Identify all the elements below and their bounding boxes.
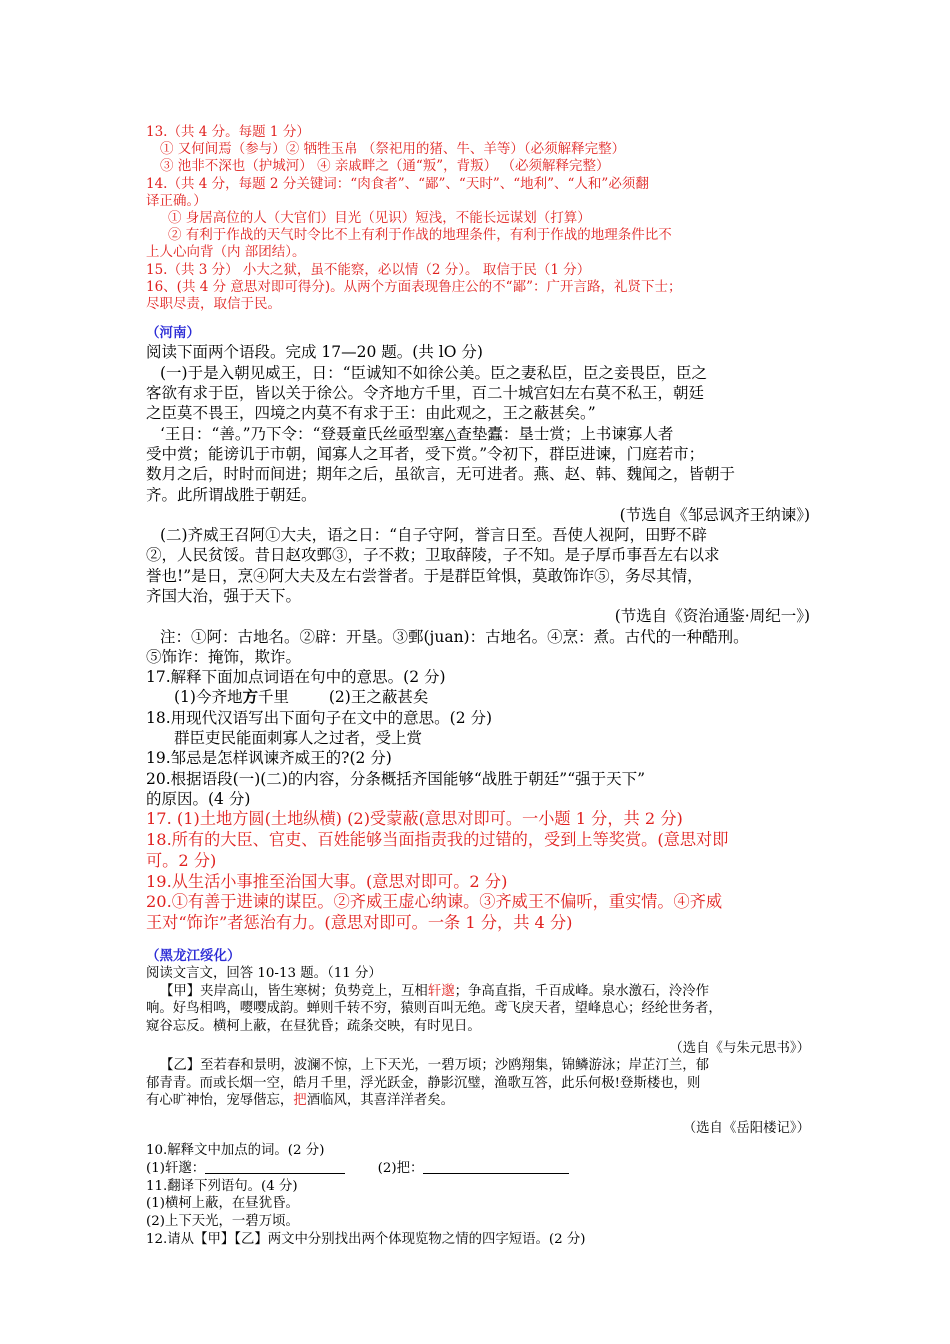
passage2-line: (二)齐威王召阿①大夫，语之日：“自子守阿，誉言日至。吾使人视阿，田野不辟 — [160, 526, 708, 545]
answer-19: 19.从生活小事推至治国大事。(意思对即可。2 分) — [146, 871, 508, 891]
q10-blank1-line[interactable] — [205, 1159, 345, 1174]
question-19: 19.邹忌是怎样讽谏齐威王的?(2 分) — [146, 749, 392, 768]
passage1-line: 之臣莫不畏王，四境之内莫不有求于王：由此观之，王之蔽甚矣。” — [146, 404, 596, 423]
question-10: 10.解释文中加点的词。(2 分) — [146, 1142, 325, 1158]
q17-item1-dotted-word: 方 — [242, 687, 258, 707]
answer-20-cont: 王对“饰诈”者惩治有力。(意思对即可。一条 1 分，共 4 分) — [146, 913, 573, 933]
question-18-sentence: 群臣吏民能面刺寡人之过者，受上赏 — [174, 729, 423, 748]
answer-15: 15.（共 3 分） 小大之狱，虽不能察，必以情（2 分）。 取信于民（1 分） — [146, 261, 591, 278]
answer-20: 20.①有善于进谏的谋臣。②齐威王虚心纳谏。③齐威王不偏听，重实情。④齐威 — [146, 892, 723, 912]
question-18: 18.用现代汉语写出下面句子在文中的意思。(2 分) — [146, 708, 493, 727]
answer-14-item2: ② 有利于作战的天气时令比不上有利于作战的地理条件，有利于作战的地理条件比不 — [168, 227, 672, 244]
question-20-cont: 的原因。(4 分) — [146, 789, 251, 808]
passage2-line: 誉也!”是日，烹④阿大夫及左右尝誉者。于是群臣耸惧，莫敢饰诈⑤，务尽其情， — [146, 566, 703, 585]
answer-17: 17. (1)土地方圆(土地纵横) (2)受蒙蔽(意思对即可。一小题 1 分，共 2 分) — [146, 809, 683, 829]
answer-14-header: 14.（共 4 分，每题 2 分关键词：“肉食者”、“鄙”、“天时”、“地利”、“人和”必须翻 — [146, 175, 649, 192]
passage-yi-line: 郁青青。而或长烟一空，皓月千里，浮光跃金，静影沉璧，渔歌互答，此乐何极!登斯楼也，则 — [146, 1075, 701, 1091]
answer-13-line1: ① 又何间焉（参与）② 牺牲玉帛 （祭祀用的猪、牛、羊等）（必须解释完整） — [160, 141, 626, 158]
heilongjiang-section — [146, 965, 810, 1248]
question-10-blanks — [146, 1159, 810, 1178]
question-17: 17.解释下面加点词语在句中的意思。(2 分) — [146, 668, 446, 687]
passage-yi-source: （选自《岳阳楼记》） — [682, 1121, 810, 1136]
jia-dotted-word: 轩邈 — [427, 983, 455, 999]
passage1-line: (一)于是入朝见威王，日：“臣诚知不如徐公美。臣之妻私臣，臣之妾畏臣，臣之 — [160, 363, 708, 382]
answer-14-item1: ① 身居高位的人（大官们）目光（见识）短浅，不能长远谋划（打算） — [168, 210, 591, 227]
answer-13-header: 13.（共 4 分。每题 1 分） — [146, 124, 310, 140]
q10-blank2-label: (2)把： — [377, 1161, 424, 1177]
henan-section — [146, 342, 810, 809]
henan-answers — [146, 809, 810, 934]
passage-yi-line — [146, 1092, 810, 1110]
notes-line: 注：①阿：古地名。②辟：开垦。③鄄(juan)：古地名。④烹：煮。古代的一种酷刑。 — [160, 627, 749, 646]
passage-jia-line: 窥谷忘反。横柯上蔽，在昼犹昏；疏条交映，有时见日。 — [146, 1019, 481, 1035]
passage2-source: (节选自《资治通鉴·周纪一》) — [614, 607, 810, 626]
passage-jia-line — [146, 983, 810, 1001]
question-17-items — [146, 687, 810, 707]
passage2-line: ②，人民贫馁。昔日赵攻鄄③，子不救；卫取薛陵，子不知。是子厚币事吾左右以求 — [146, 546, 720, 565]
yi-line3-pre: 有心旷神怡，宠辱偕忘， — [146, 1093, 294, 1109]
henan-intro: 阅读下面两个语段。完成 17—20 题。(共 lO 分) — [146, 343, 483, 362]
answer-18-cont: 可。2 分) — [146, 850, 217, 870]
passage-jia-source: （选自《与朱元思书》） — [669, 1040, 810, 1056]
q17-item2-post: 甚矣 — [397, 688, 429, 707]
question-11-a: (1)横柯上蔽，在昼犹昏。 — [146, 1196, 299, 1212]
question-11: 11.翻译下列语句。(4 分) — [146, 1178, 298, 1194]
answer-14-header-cont: 译正确。） — [146, 192, 207, 209]
answer-18: 18.所有的大臣、官吏、百姓能够当面指责我的过错的，受到上等奖赏。(意思对即 — [146, 830, 729, 850]
question-12: 12.请从【甲】【乙】两文中分别找出两个体现览物之情的四字短语。(2 分) — [146, 1231, 586, 1247]
q10-blank2-line[interactable] — [423, 1159, 569, 1174]
passage1-line: 客欲有求于臣，皆以关于徐公。令齐地方千里，百二十城宫妇左右莫不私王，朝廷 — [146, 384, 705, 403]
document-page — [146, 124, 810, 1248]
q10-blank1-label: (1)轩邈： — [146, 1161, 206, 1177]
q17-item2-dotted-word: 蔽 — [381, 688, 398, 707]
answer-13-line2: ③ 池非不深也（护城河） ④ 亲戚畔之（通“叛”，背叛） （必须解释完整） — [160, 158, 610, 175]
passage1-line: 受中赏；能谤讥于市朝，闻寡人之耳者，受下赏。”令初下，群臣进谏，门庭若市； — [146, 444, 705, 463]
answer-16-cont: 尽职尽责，取信于民。 — [146, 296, 281, 313]
passage1-line: ‘王日：“善。”乃下令：“登聂童氏丝亟型塞△查垫蠹：垦士赏；上书谏寡人者 — [160, 424, 674, 443]
answer-14-item2-cont: 上人心向背（内 部团结）。 — [146, 244, 306, 261]
passage-yi-line: 【乙】至若春和景明，波澜不惊，上下天光，一碧万顷；沙鸥翔集，锦鳞游泳；岸芷汀兰，郁 — [160, 1058, 710, 1074]
q17-item1-pre: (1)今齐地 — [174, 688, 243, 707]
region-henan: （河南） — [146, 325, 200, 342]
passage1-line: 数月之后，时时而间进；期年之后，虽欲言，无可进者。燕、赵、韩、魏闻之，皆朝于 — [146, 465, 736, 484]
jia-line1-pre: 【甲】夹岸高山，皆生寒树；负势竞上，互相 — [160, 983, 428, 999]
passage2-line: 齐国大治，强于天下。 — [146, 587, 302, 605]
question-20: 20.根据语段(一)(二)的内容，分条概括齐国能够“战胜于朝廷”“强于天下” — [146, 769, 646, 788]
passage1-line: 齐。此所谓战胜于朝廷。 — [146, 485, 317, 504]
passage1-source: (节选自《邹忌讽齐王纳谏》) — [619, 505, 810, 524]
passage-jia-line: 响。好鸟相鸣，嘤嘤成韵。蝉则千转不穷，猿则百叫无绝。鸢飞戾天者，望峰息心；经纶世务者， — [146, 1001, 722, 1017]
answer-16: 16、(共 4 分 意思对即可得分)。从两个方面表现鲁庄公的不“鄙”：广开言路，礼贤下士； — [146, 278, 682, 295]
answers-section — [146, 124, 810, 313]
hlj-intro: 阅读文言文，回答 10-13 题。（11 分） — [146, 966, 382, 982]
yi-line3-post: 酒临风，其喜洋洋者矣。 — [306, 1093, 454, 1109]
notes-line: ⑤饰诈：掩饰，欺诈。 — [146, 647, 302, 666]
question-11-b: (2)上下天光，一碧万顷。 — [146, 1213, 299, 1229]
yi-dotted-word: 把 — [293, 1093, 307, 1109]
q17-item2-pre: (2)王之 — [328, 688, 382, 707]
q17-item1-post: 千里 — [257, 688, 289, 707]
jia-line1-post: ；争高直指，千百成峰。泉水激石，泠泠作 — [454, 983, 710, 999]
region-heilongjiang: （黑龙江绥化） — [146, 948, 241, 965]
